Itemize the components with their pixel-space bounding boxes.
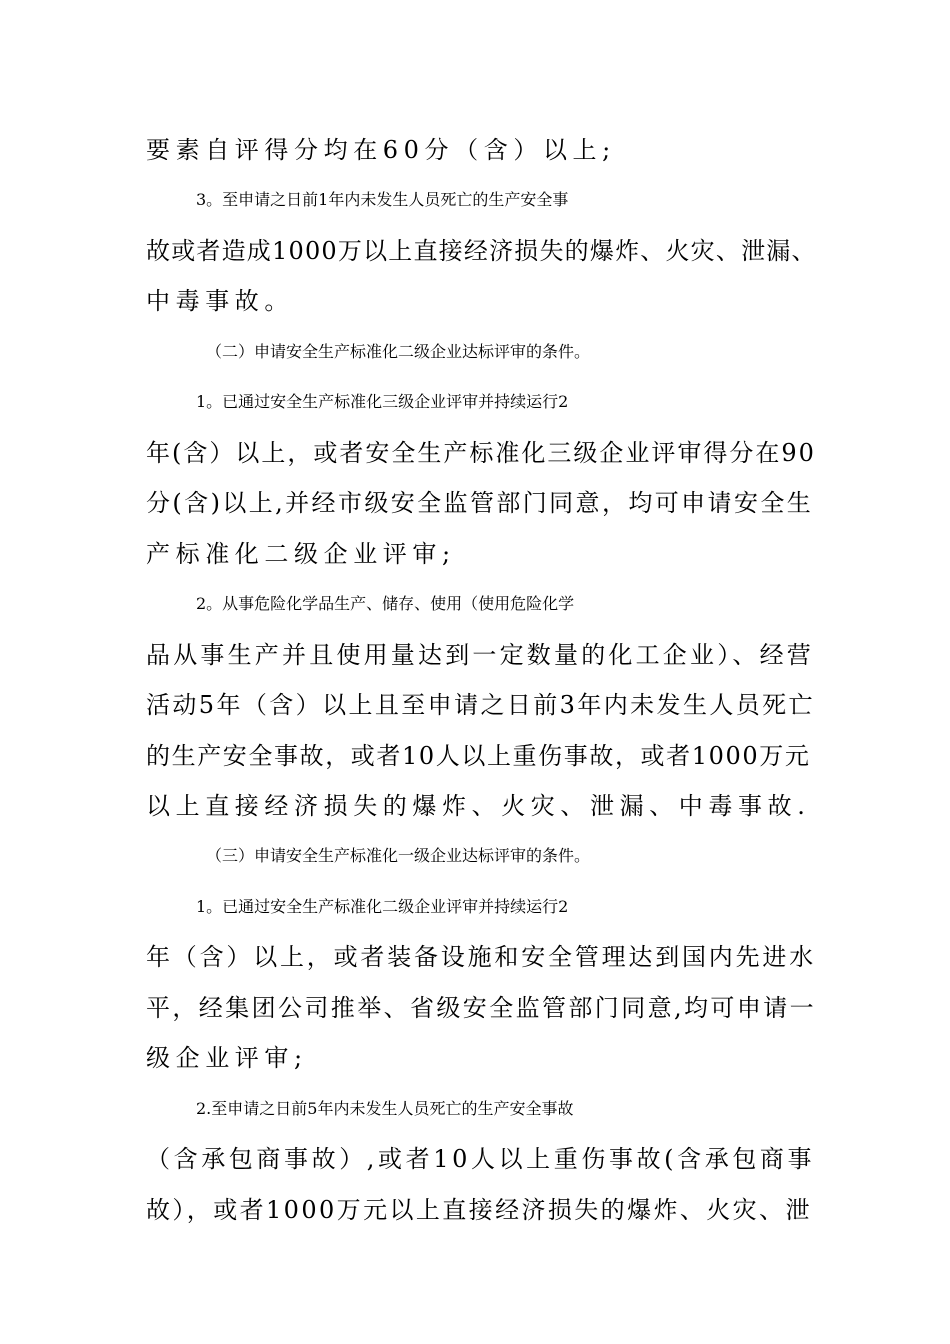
text-line-17: 年（含）以上，或者装备设施和安全管理达到国内先进水 [146, 943, 816, 971]
section-heading-3: （三）申请安全生产标准化一级企业达标评审的条件。 [206, 846, 591, 865]
text-line-18: 平，经集团公司推举、省级安全监管部门同意,均可申请一 [146, 994, 817, 1022]
text-line-11: 品从事生产并且使用量达到一定数量的化工企业）、经营 [146, 641, 814, 669]
text-line-14: 以上直接经济损失的爆炸、火灾、泄漏、中毒事故. [146, 792, 811, 820]
text-line-9: 产标准化二级企业评审; [146, 540, 456, 568]
text-line-6: 1。已通过安全生产标准化三级企业评审并持续运行2 [196, 392, 569, 411]
text-line-7: 年(含）以上，或者安全生产标准化三级企业评审得分在90 [146, 439, 816, 467]
text-line-8: 分(含)以上,并经市级安全监管部门同意，均可申请安全生 [146, 489, 814, 517]
text-line-4: 中毒事故。 [146, 287, 294, 315]
text-line-21: （含承包商事故）,或者10人以上重伤事故(含承包商事 [146, 1145, 816, 1173]
text-line-20: 2.至申请之日前5年内未发生人员死亡的生产安全事故 [196, 1099, 574, 1118]
text-line-13: 的生产安全事故，或者10人以上重伤事故，或者1000万元 [146, 742, 811, 770]
text-line-3: 故或者造成1000万以上直接经济损失的爆炸、火灾、泄漏、 [146, 237, 817, 265]
text-line-2: 3。至申请之日前1年内未发生人员死亡的生产安全事 [196, 190, 569, 209]
text-line-12: 活动5年（含）以上且至申请之日前3年内未发生人员死亡 [146, 691, 815, 719]
text-line-10: 2。从事危险化学品生产、储存、使用（使用危险化学 [196, 594, 575, 613]
text-line-16: 1。已通过安全生产标准化二级企业评审并持续运行2 [196, 897, 569, 916]
section-heading-2: （二）申请安全生产标准化二级企业达标评审的条件。 [206, 342, 591, 361]
text-line-1: 要素自评得分均在60分（含）以上; [146, 136, 616, 164]
text-line-19: 级企业评审; [146, 1044, 308, 1072]
text-line-22: 故），或者1000万元以上直接经济损失的爆炸、火灾、泄 [146, 1196, 812, 1224]
